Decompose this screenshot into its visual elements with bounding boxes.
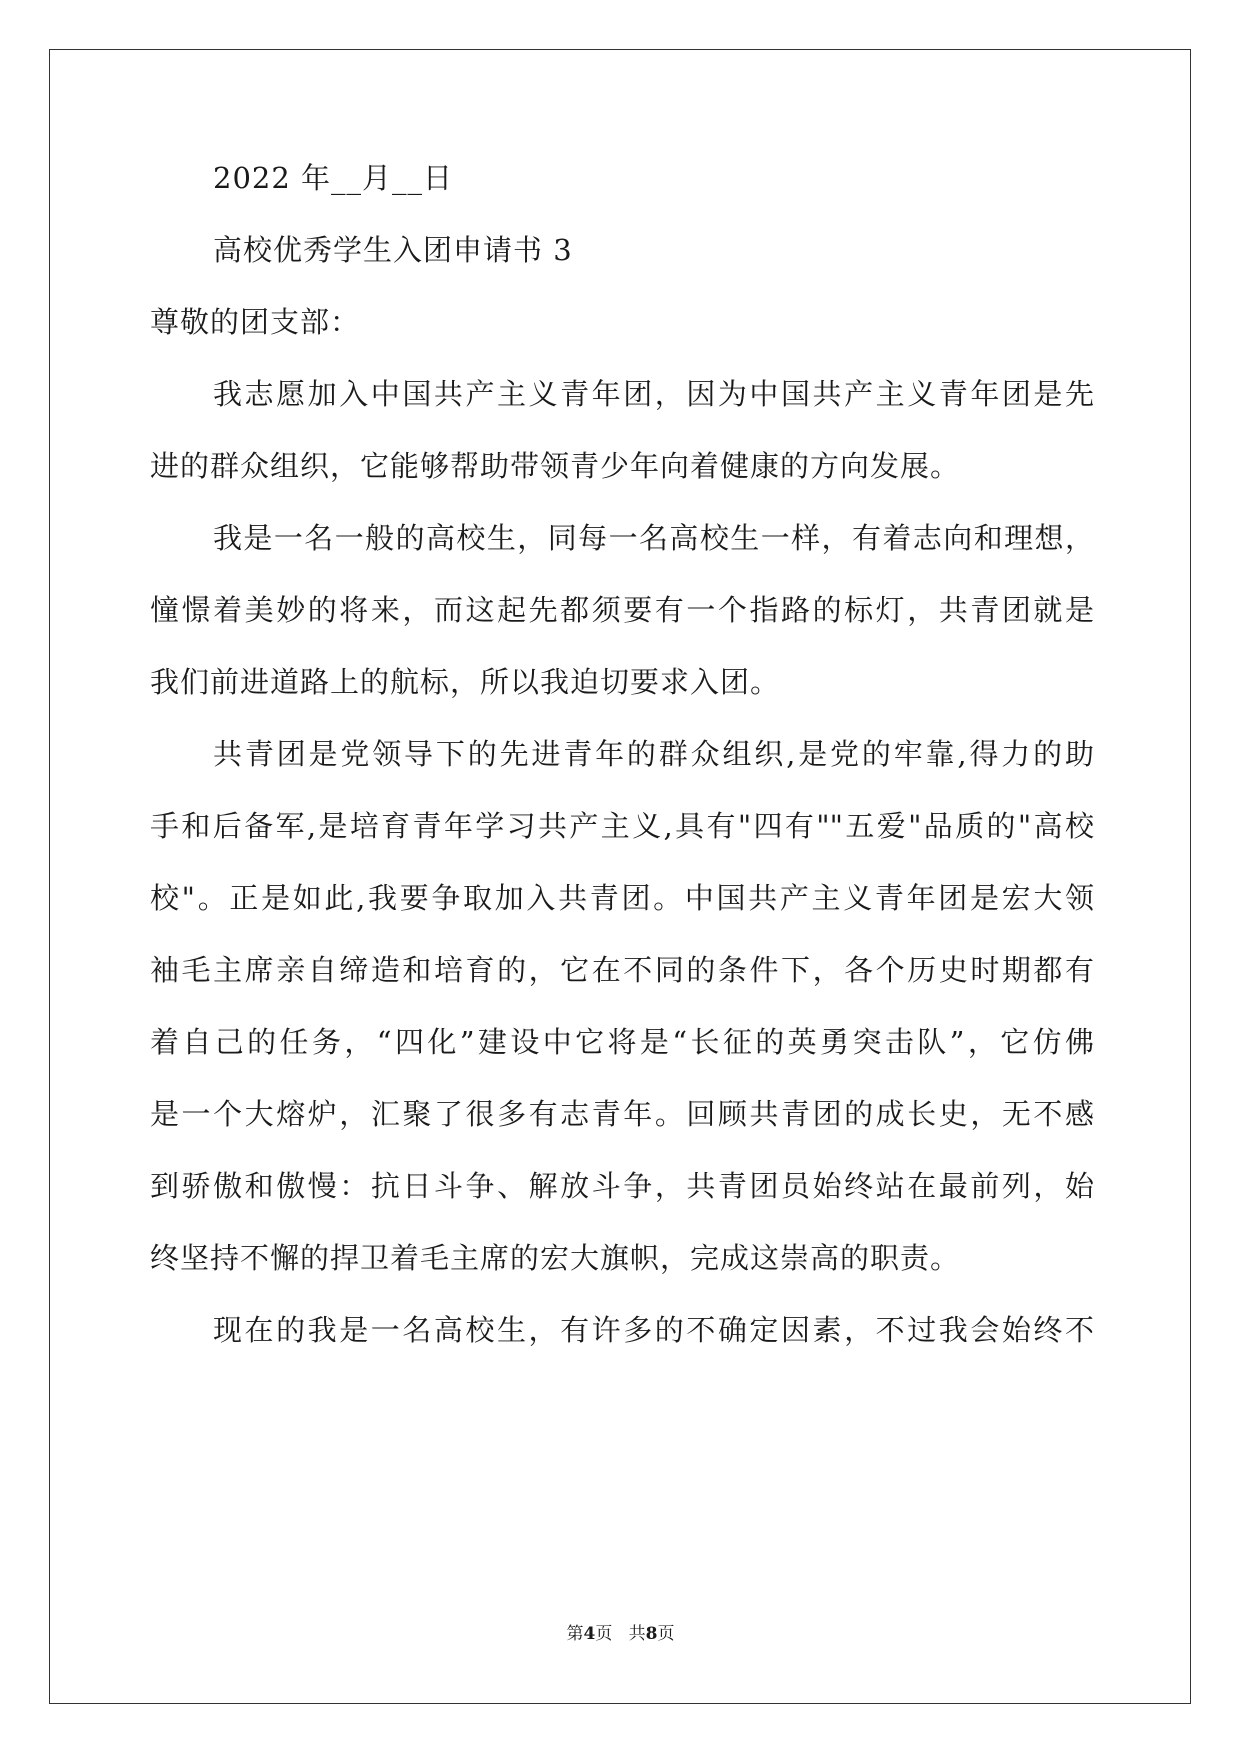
body-line-8: 校"。正是如此,我要争取加入共青团。中国共产主义青年团是宏大领 [150, 881, 1094, 915]
body-line-13: 终坚持不懈的捍卫着毛主席的宏大旗帜，完成这崇高的职责。 [150, 1241, 961, 1275]
body-line-10: 着自己的任务，“四化”建设中它将是“长征的英勇突击队”，它仿佛 [150, 1025, 1094, 1059]
body-line-14: 现在的我是一名高校生，有许多的不确定因素，不过我会始终不 [213, 1313, 1094, 1347]
body-line-9: 袖毛主席亲自缔造和培育的，它在不同的条件下，各个历史时期都有 [150, 953, 1094, 987]
total-pages: 8 [645, 1624, 658, 1644]
body-line-7: 手和后备军,是培育青年学习共产主义,具有"四有""五爱"品质的"高校 [150, 809, 1094, 843]
document-heading: 高校优秀学生入团申请书 3 [213, 233, 573, 267]
page-border [49, 49, 1191, 1704]
body-line-12: 到骄傲和傲慢：抗日斗争、解放斗争，共青团员始终站在最前列，始 [150, 1169, 1094, 1203]
body-line-11: 是一个大熔炉，汇聚了很多有志青年。回顾共青团的成长史，无不感 [150, 1097, 1094, 1131]
date-line: 2022 年__月__日 [213, 161, 454, 195]
body-line-2: 进的群众组织，它能够帮助带领青少年向着健康的方向发展。 [150, 449, 961, 483]
page-prefix: 第 [566, 1624, 584, 1644]
page-footer [0, 1622, 1241, 1646]
page-unit: 页 [595, 1624, 613, 1644]
body-line-4: 憧憬着美妙的将来，而这起先都须要有一个指路的标灯，共青团就是 [150, 593, 1094, 627]
body-line-1: 我志愿加入中国共产主义青年团，因为中国共产主义青年团是先 [213, 377, 1094, 411]
body-line-6: 共青团是党领导下的先进青年的群众组织,是党的牢靠,得力的助 [213, 737, 1094, 771]
body-line-5: 我们前进道路上的航标，所以我迫切要求入团。 [150, 665, 781, 699]
page-number: 4 [583, 1624, 596, 1644]
total-prefix: 共 [628, 1624, 646, 1644]
body-line-3: 我是一名一般的高校生，同每一名高校生一样，有着志向和理想， [213, 521, 1094, 555]
salutation: 尊敬的团支部： [150, 305, 361, 339]
total-unit: 页 [657, 1624, 675, 1644]
